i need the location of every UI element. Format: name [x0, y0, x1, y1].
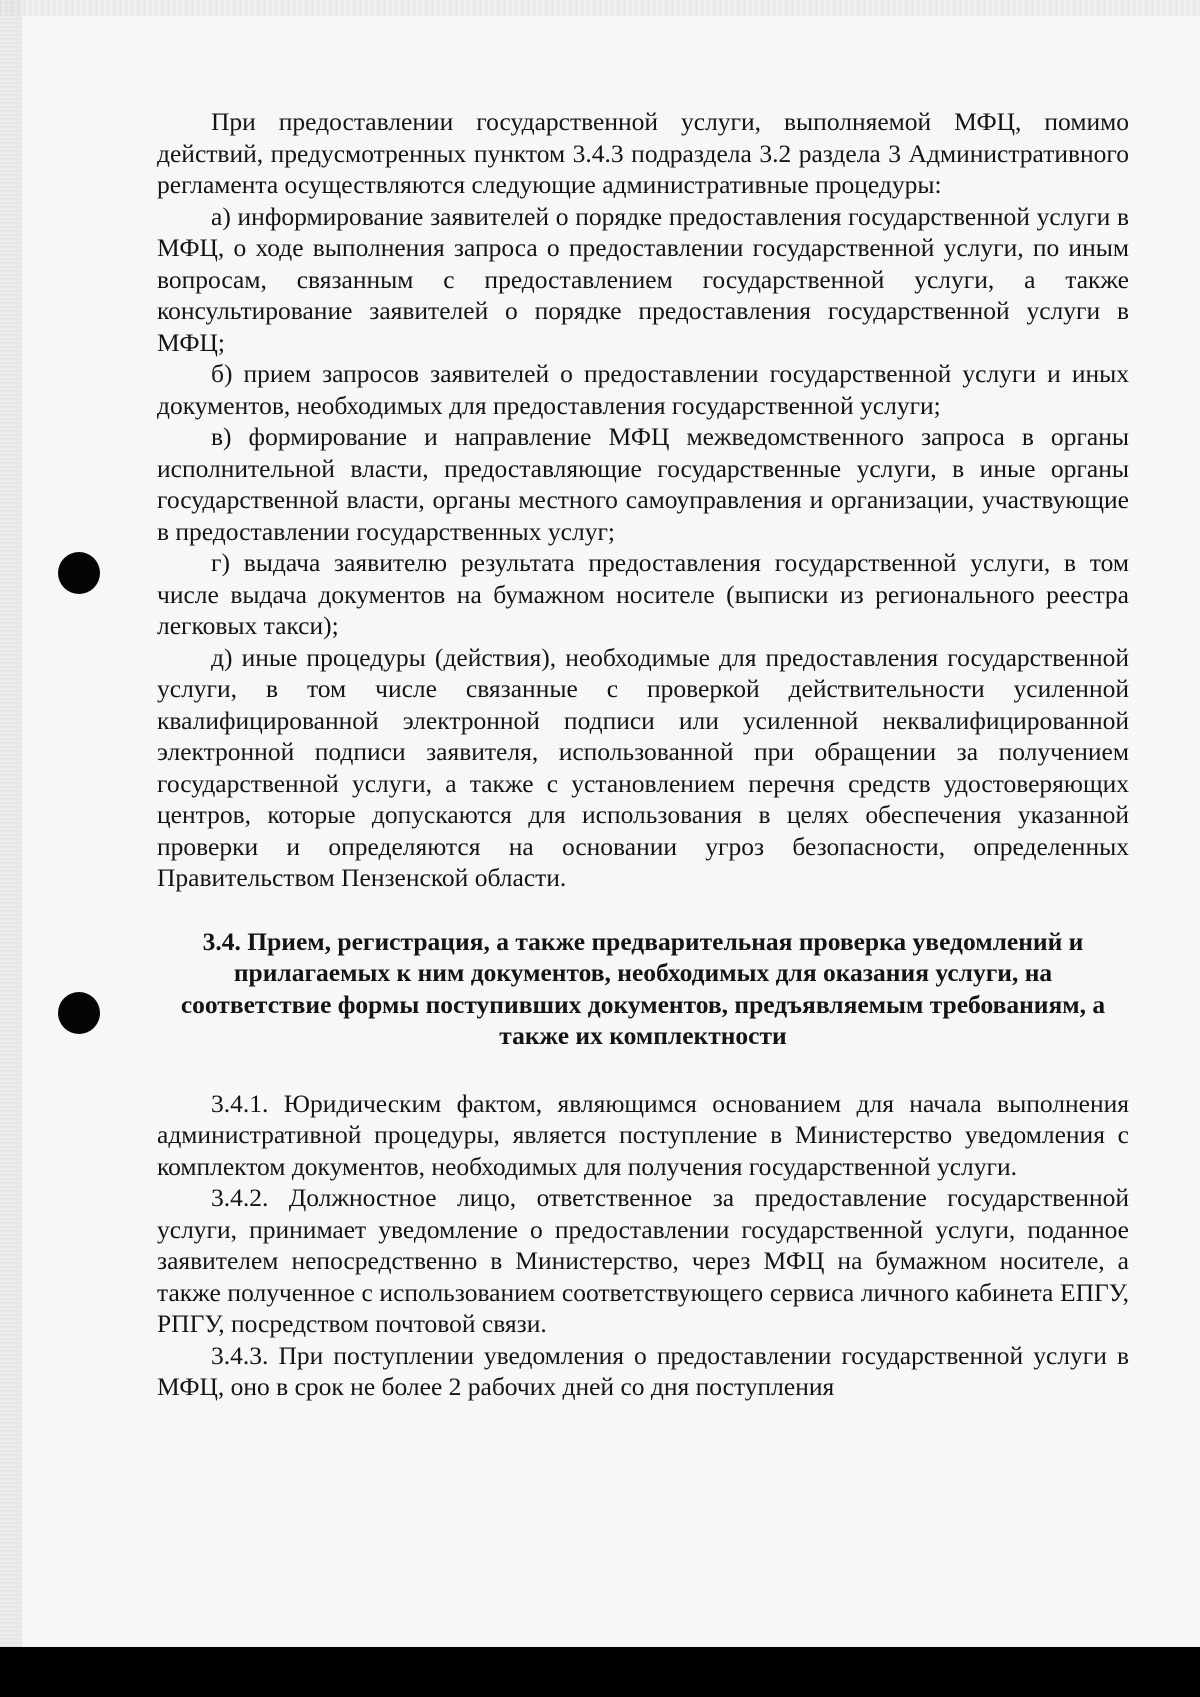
scanner-bottom-band — [0, 1647, 1200, 1697]
section-paragraph-3-4-3: 3.4.3. При поступлении уведомления о предоставлении государственной услуги в МФЦ, оно в срок не более 2 рабочих дней со дня поступления — [157, 1340, 1129, 1401]
list-item-g: г) выдача заявителю результата предоставления государственной услуги, в том числе выдача документов на бумажном носителе (выписки из регионального реестра легковых такси); — [157, 548, 1129, 640]
list-item-d: д) иные процедуры (действия), необходимые для предоставления государственной услуги, в том числе связанные с проверкой действительности усиленной квалифицированной электронной подписи или усиленной неквалифицированной электронной подписи заявителя, использованной при обращении за получением государственной услуги, а также с установлением перечня средств удостоверяющих центров, которые допускаются для использования в целях обеспечения указанной проверки и определяются на основании угроз безопасности, определенных Правительством Пензенской области. — [157, 642, 1129, 892]
scan-edge-top — [0, 0, 1200, 16]
punch-hole-upper — [58, 552, 100, 594]
section-paragraph-3-4-1: 3.4.1. Юридическим фактом, являющимся основанием для начала выполнения административной процедуры, является поступление в Министерство уведомления с комплектом документов, необходимых для получения государственной услуги. — [157, 1088, 1129, 1181]
section-heading: 3.4. Прием, регистрация, а также предварительная проверка уведомлений и прилагаемых к ним документов, необходимых для оказания услуги, на соответствие формы поступивших документов, предъявляемым требованиям, а также их комплектности — [180, 926, 1106, 1050]
list-item-v: в) формирование и направление МФЦ межведомственного запроса в органы исполнительной власти, предоставляющие государственные услуги, в иные органы государственной власти, органы местного самоуправления и организации, участвующие в предоставлении государственных услуг; — [157, 422, 1129, 546]
document-body — [157, 106, 1129, 1403]
section-paragraph-3-4-2: 3.4.2. Должностное лицо, ответственное за предоставление государственной услуги, принимает уведомление о предоставлении государственной услуги, поданное заявителем непосредственно в Министерство, через МФЦ на бумажном носителе, а также полученное с использованием соответствующего сервиса личного кабинета ЕПГУ, РПГУ, посредством почтовой связи. — [157, 1183, 1129, 1338]
punch-hole-lower — [58, 992, 100, 1034]
list-item-b: б) прием запросов заявителей о предоставлении государственной услуги и иных документов, необходимых для предоставления государственной услуги; — [157, 359, 1129, 420]
list-item-a: а) информирование заявителей о порядке предоставления государственной услуги в МФЦ, о ходе выполнения запроса о предоставлении государственной услуги, по иным вопросам, связанным с предоставлением государственной услуги, а также консультирование заявителей о порядке предоставления государственной услуги в МФЦ; — [157, 201, 1129, 357]
scan-edge-left — [0, 0, 22, 1647]
intro-paragraph: При предоставлении государственной услуги, выполняемой МФЦ, помимо действий, предусмотренных пунктом 3.4.3 подраздела 3.2 раздела 3 Административного регламента осуществляются следующие административные процедуры: — [157, 107, 1129, 199]
heading-spacer — [157, 1052, 1129, 1088]
